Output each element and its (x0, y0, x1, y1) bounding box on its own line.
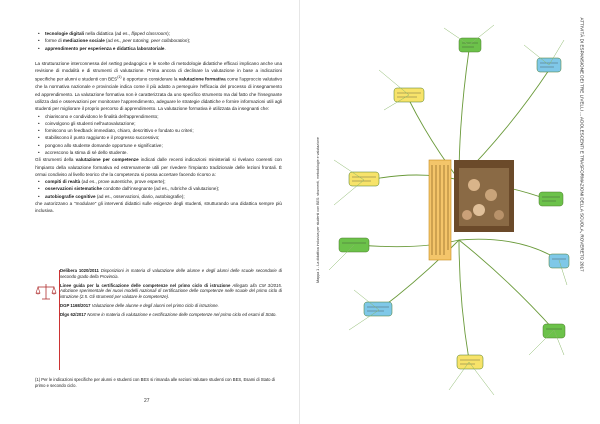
list-item: • coinvolgono gli studenti nell'autovalutazione; (45, 120, 282, 127)
reference-item: DGP 1168/2017 Valutazione delle alunne e degli alunni nel primo ciclo di istruzione. (60, 302, 219, 308)
mind-map-node (539, 192, 563, 206)
scales-of-justice-icon (35, 282, 57, 302)
reference-item: Dlgs 62/2017 Norme in materia di valutazione e certificazione delle competenze nel primo ciclo ed esami di Stato. (60, 311, 277, 317)
list-item: • apprendimento per esperienza e didattica laboratoriale. (45, 45, 282, 52)
list-item: • tecnologie digitali nella didattica (ad es., flipped classroom); (45, 30, 282, 37)
mind-map-node (549, 254, 569, 268)
list-item: • chiariscono e condividono le finalità dell'apprendimento; (45, 113, 282, 120)
mind-map-node (459, 38, 481, 52)
paragraph-closing: che autorizzano a "modulare" gli interventi didattici sulle esigenze degli studenti, strutturando una didattica sempre più inclusiva. (35, 201, 282, 214)
paragraph-competence-assessment: Gli strumenti della valutazione per competenze indicati dalle recenti indicazioni ministeriali si rivelano coerenti con l'impianto della valutazione formativa ed estremamente utili per rivedere l'impianto tradizionale delle lezioni frontali. È ormai condiviso al livello teorico che la competenza si possa accertare facendo ricorso a: (35, 157, 282, 177)
list-item: • pongono allo studente domande opportune e significative; (45, 142, 282, 149)
list-item: • compiti di realtà (ad es., prove autentiche, prove esperte); (45, 178, 282, 185)
side-caption: ATTIVITÀ DI ESPANSIONE DEI TRE LIVELLI ... ADOLESCENTI E TRASFORMAZIONI DELLA SCUOLA, ROVERETO 2017 (579, 17, 585, 272)
list-item: • forme di mediazione sociale (ad es., peer tutoring, peer collaboration); (45, 37, 282, 44)
list-item: • osservazioni sistematiche condotte dall'insegnante (ad es., rubriche di valutazione); (45, 185, 282, 192)
list-item: • stabiliscono il punto raggiunto e il progresso successivo; (45, 134, 282, 141)
reference-item: Delibera 1020/2011 Disposizioni in materia di valutazione delle alunne e degli alunni delle scuole secondarie di secondo grado della Provincia. (60, 268, 282, 279)
mind-map-vertical-title: Mappa 1 - La didattica inclusiva per studenti con BES: strumenti, metodologie e valutazione (316, 137, 320, 283)
bullet-list-tools (35, 178, 282, 200)
bullet-list-teachers (35, 113, 282, 157)
reference-item: Linee guida per la certificazione delle competenze nel primo ciclo di istruzione Allegato alla CM 3/2015. Adozione sperimentale dei nuovi modelli nazionali di certificazione delle competenze nelle scuole del primo ciclo di istruzione (2.5. Gli strumenti per valutare le competenze). (60, 282, 283, 300)
mind-map-node (543, 324, 565, 338)
mind-map-node (457, 355, 483, 369)
reference-list (60, 268, 282, 321)
bullet-list-top (35, 30, 282, 52)
footnote: (1) Per le indicazioni specifiche per alunni e studenti con BES si rimanda alle sezioni Valutare studenti con BES, Esami di Stato di primo e secondo ciclo. (35, 377, 275, 388)
main-text-column (35, 30, 282, 215)
page-number: 27 (144, 398, 150, 404)
list-item: • forniscono un feedback immediato, chiaro, descrittivo e fondato su criteri; (45, 127, 282, 134)
paragraph-formative-assessment: La strutturazione interconnessa del setting pedagogico e le scelte di metodologie didattiche efficaci implicano anche una revisione di modalità e di strumenti di valutazione. Prima ancora di declinare la valutazione in base a indicazioni specifiche per alunni e studenti con BES$^{(1)}$ è opportuno considerare la valutazione formativa come l'approccio valutativo che la normativa nazionale e provinciale indica come il più adatto a perseguire l'efficacia del processo di insegnamento ed apprendimento. La valutazione formativa non è caratterizzata da uno specifico strumento ma dal fatto che l'insegnante utilizza dati e osservazioni per monitorare l'apprendimento, adeguare le strategie didattiche e fornire informazioni utili agli studenti per migliorare il proprio percorso di apprendimento. La valutazione formativa è utilizzata da insegnanti che: (35, 60, 283, 112)
list-item: • accrescono la stima di sé dello studente. (45, 149, 282, 156)
mind-map (309, 10, 575, 412)
mind-map-node (349, 172, 379, 186)
list-item: • autobiografie cognitive (ad es., osservazioni, diario, autobiografie); (45, 193, 282, 200)
